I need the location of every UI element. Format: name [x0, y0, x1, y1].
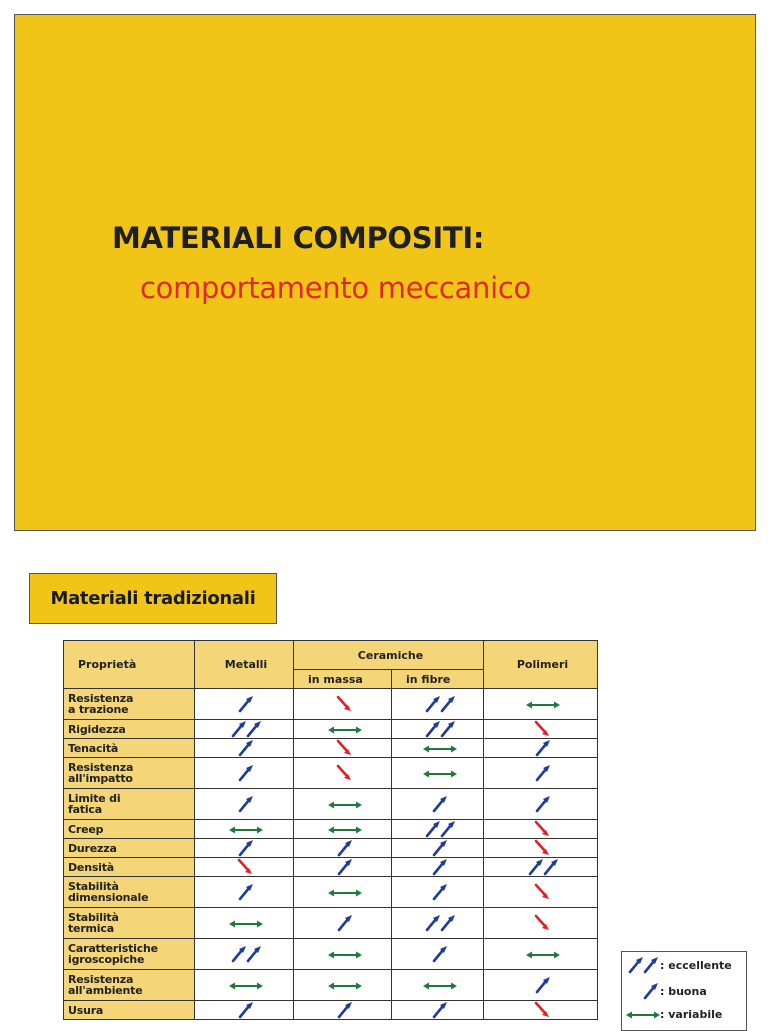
double-up-arrow-icon: [423, 916, 457, 929]
double-sided-arrow-icon: [423, 979, 457, 992]
rating-cell: [484, 858, 598, 877]
table-row: [64, 739, 598, 758]
double-up-arrow-icon: [526, 860, 560, 873]
rating-cell: [294, 689, 392, 720]
rating-cell: [484, 758, 598, 789]
table-row: [64, 839, 598, 858]
rating-cell: [484, 939, 598, 970]
up-arrow-icon: [431, 947, 449, 960]
rating-cell: [294, 820, 392, 839]
rating-cell: [294, 908, 392, 939]
rating-cell: [392, 720, 484, 739]
rating-cell: [484, 877, 598, 908]
property-name: Rigidezza: [64, 720, 195, 739]
table-row: [64, 789, 598, 820]
property-name: Creep: [64, 820, 195, 839]
double-sided-arrow-icon: [526, 698, 560, 711]
up-arrow-icon: [431, 841, 449, 854]
rating-cell: [484, 820, 598, 839]
double-sided-arrow-icon: [229, 979, 263, 992]
property-name: Caratteristiche igroscopiche: [64, 939, 195, 970]
table-row: [64, 758, 598, 789]
legend-label: : variabile: [660, 1008, 723, 1021]
up-arrow-icon: [237, 1003, 255, 1016]
slide-title: MATERIALI COMPOSITI:: [112, 221, 485, 255]
down-arrow-icon: [534, 822, 552, 835]
rating-cell: [195, 758, 294, 789]
double-sided-arrow-icon: [328, 948, 362, 961]
header-metals: Metalli: [195, 641, 294, 689]
rating-cell: [294, 1001, 392, 1020]
up-arrow-icon: [431, 797, 449, 810]
property-name: Durezza: [64, 839, 195, 858]
rating-cell: [195, 1001, 294, 1020]
double-sided-arrow-icon: [328, 723, 362, 736]
rating-cell: [484, 720, 598, 739]
rating-cell: [484, 1001, 598, 1020]
legend-label: : eccellente: [660, 958, 732, 972]
rating-cell: [195, 720, 294, 739]
property-name: Tenacità: [64, 739, 195, 758]
double-sided-arrow-icon: [229, 917, 263, 930]
legend-label: : buona: [660, 984, 707, 998]
table-body: [64, 689, 598, 1020]
rating-cell: [294, 939, 392, 970]
rating-cell: [484, 789, 598, 820]
header-ceramics: Ceramiche: [294, 641, 484, 670]
section-header: [29, 573, 277, 624]
rating-cell: [294, 720, 392, 739]
properties-table: [63, 640, 598, 1020]
up-arrow-icon: [534, 797, 552, 810]
double-sided-arrow-icon: [328, 886, 362, 899]
rating-cell: [195, 858, 294, 877]
property-name: Usura: [64, 1001, 195, 1020]
rating-cell: [392, 1001, 484, 1020]
property-name: Resistenza all'impatto: [64, 758, 195, 789]
property-name: Densità: [64, 858, 195, 877]
double-up-arrow-icon: [423, 822, 457, 835]
table-row: [64, 720, 598, 739]
property-name: Stabilità dimensionale: [64, 877, 195, 908]
up-arrow-icon: [534, 741, 552, 754]
rating-cell: [294, 839, 392, 858]
rating-cell: [195, 908, 294, 939]
rating-cell: [195, 739, 294, 758]
double-sided-arrow-icon: [526, 948, 560, 961]
table-row: [64, 939, 598, 970]
header-property: Proprietà: [64, 641, 195, 689]
rating-cell: [392, 789, 484, 820]
double-up-arrow-icon: [229, 722, 263, 735]
legend-item-variabile: [622, 1008, 722, 1021]
up-arrow-icon: [237, 697, 255, 710]
double-sided-arrow-icon: [229, 823, 263, 836]
rating-cell: [484, 739, 598, 758]
table-row: [64, 689, 598, 720]
legend-symbol-variabile: [622, 1008, 660, 1021]
rating-cell: [392, 939, 484, 970]
down-arrow-icon: [534, 916, 552, 929]
down-arrow-icon: [336, 697, 354, 710]
rating-cell: [195, 839, 294, 858]
up-arrow-icon: [336, 841, 354, 854]
down-arrow-icon: [237, 860, 255, 873]
rating-cell: [294, 739, 392, 758]
rating-cell: [294, 789, 392, 820]
up-arrow-icon: [237, 741, 255, 754]
property-name: Resistenza a trazione: [64, 689, 195, 720]
rating-cell: [392, 758, 484, 789]
rating-cell: [195, 789, 294, 820]
property-name: Stabilità termica: [64, 908, 195, 939]
rating-cell: [294, 877, 392, 908]
down-arrow-icon: [336, 766, 354, 779]
double-sided-arrow-icon: [328, 823, 362, 836]
double-up-arrow-icon: [423, 722, 457, 735]
section-title: Materiali tradizionali: [50, 588, 256, 609]
rating-cell: [392, 877, 484, 908]
table-row: [64, 858, 598, 877]
double-up-arrow-icon: [423, 697, 457, 710]
double-sided-arrow-icon: [423, 767, 457, 780]
down-arrow-icon: [534, 1003, 552, 1016]
legend-symbol-buona: [622, 982, 660, 1000]
down-arrow-icon: [534, 885, 552, 898]
title-slide: [14, 14, 756, 531]
rating-cell: [195, 939, 294, 970]
rating-cell: [195, 877, 294, 908]
rating-cell: [392, 689, 484, 720]
up-arrow-icon: [431, 860, 449, 873]
up-arrow-icon: [237, 841, 255, 854]
rating-cell: [294, 858, 392, 877]
up-arrow-icon: [237, 885, 255, 898]
double-up-arrow-icon: [229, 947, 263, 960]
up-arrow-icon: [534, 766, 552, 779]
rating-cell: [392, 820, 484, 839]
up-arrow-icon: [336, 860, 354, 873]
up-arrow-icon: [431, 885, 449, 898]
rating-cell: [392, 908, 484, 939]
table-row: [64, 877, 598, 908]
slide-subtitle: comportamento meccanico: [140, 271, 531, 305]
rating-cell: [484, 689, 598, 720]
header-ceramics-fibers: in fibre: [392, 670, 484, 689]
rating-cell: [195, 820, 294, 839]
up-arrow-icon: [336, 1003, 354, 1016]
legend-symbol-eccellente: [622, 956, 660, 974]
table-row: [64, 908, 598, 939]
rating-cell: [195, 970, 294, 1001]
rating-cell: [392, 858, 484, 877]
table-row: [64, 970, 598, 1001]
rating-cell: [484, 970, 598, 1001]
rating-cell: [484, 908, 598, 939]
down-arrow-icon: [534, 841, 552, 854]
down-arrow-icon: [336, 741, 354, 754]
down-arrow-icon: [534, 722, 552, 735]
rating-cell: [294, 758, 392, 789]
rating-cell: [392, 839, 484, 858]
rating-cell: [392, 739, 484, 758]
header-ceramics-bulk: in massa: [294, 670, 392, 689]
rating-cell: [392, 970, 484, 1001]
rating-cell: [294, 970, 392, 1001]
rating-cell: [484, 839, 598, 858]
up-arrow-icon: [534, 978, 552, 991]
table-row: [64, 820, 598, 839]
double-sided-arrow-icon: [423, 742, 457, 755]
up-arrow-icon: [237, 766, 255, 779]
legend: [621, 951, 747, 1031]
property-name: Limite di fatica: [64, 789, 195, 820]
property-name: Resistenza all'ambiente: [64, 970, 195, 1001]
legend-item-eccellente: [622, 956, 732, 974]
double-sided-arrow-icon: [328, 979, 362, 992]
header-polymers: Polimeri: [484, 641, 598, 689]
legend-item-buona: [622, 982, 707, 1000]
up-arrow-icon: [336, 916, 354, 929]
table-row: [64, 1001, 598, 1020]
up-arrow-icon: [237, 797, 255, 810]
double-sided-arrow-icon: [328, 798, 362, 811]
rating-cell: [195, 689, 294, 720]
up-arrow-icon: [431, 1003, 449, 1016]
